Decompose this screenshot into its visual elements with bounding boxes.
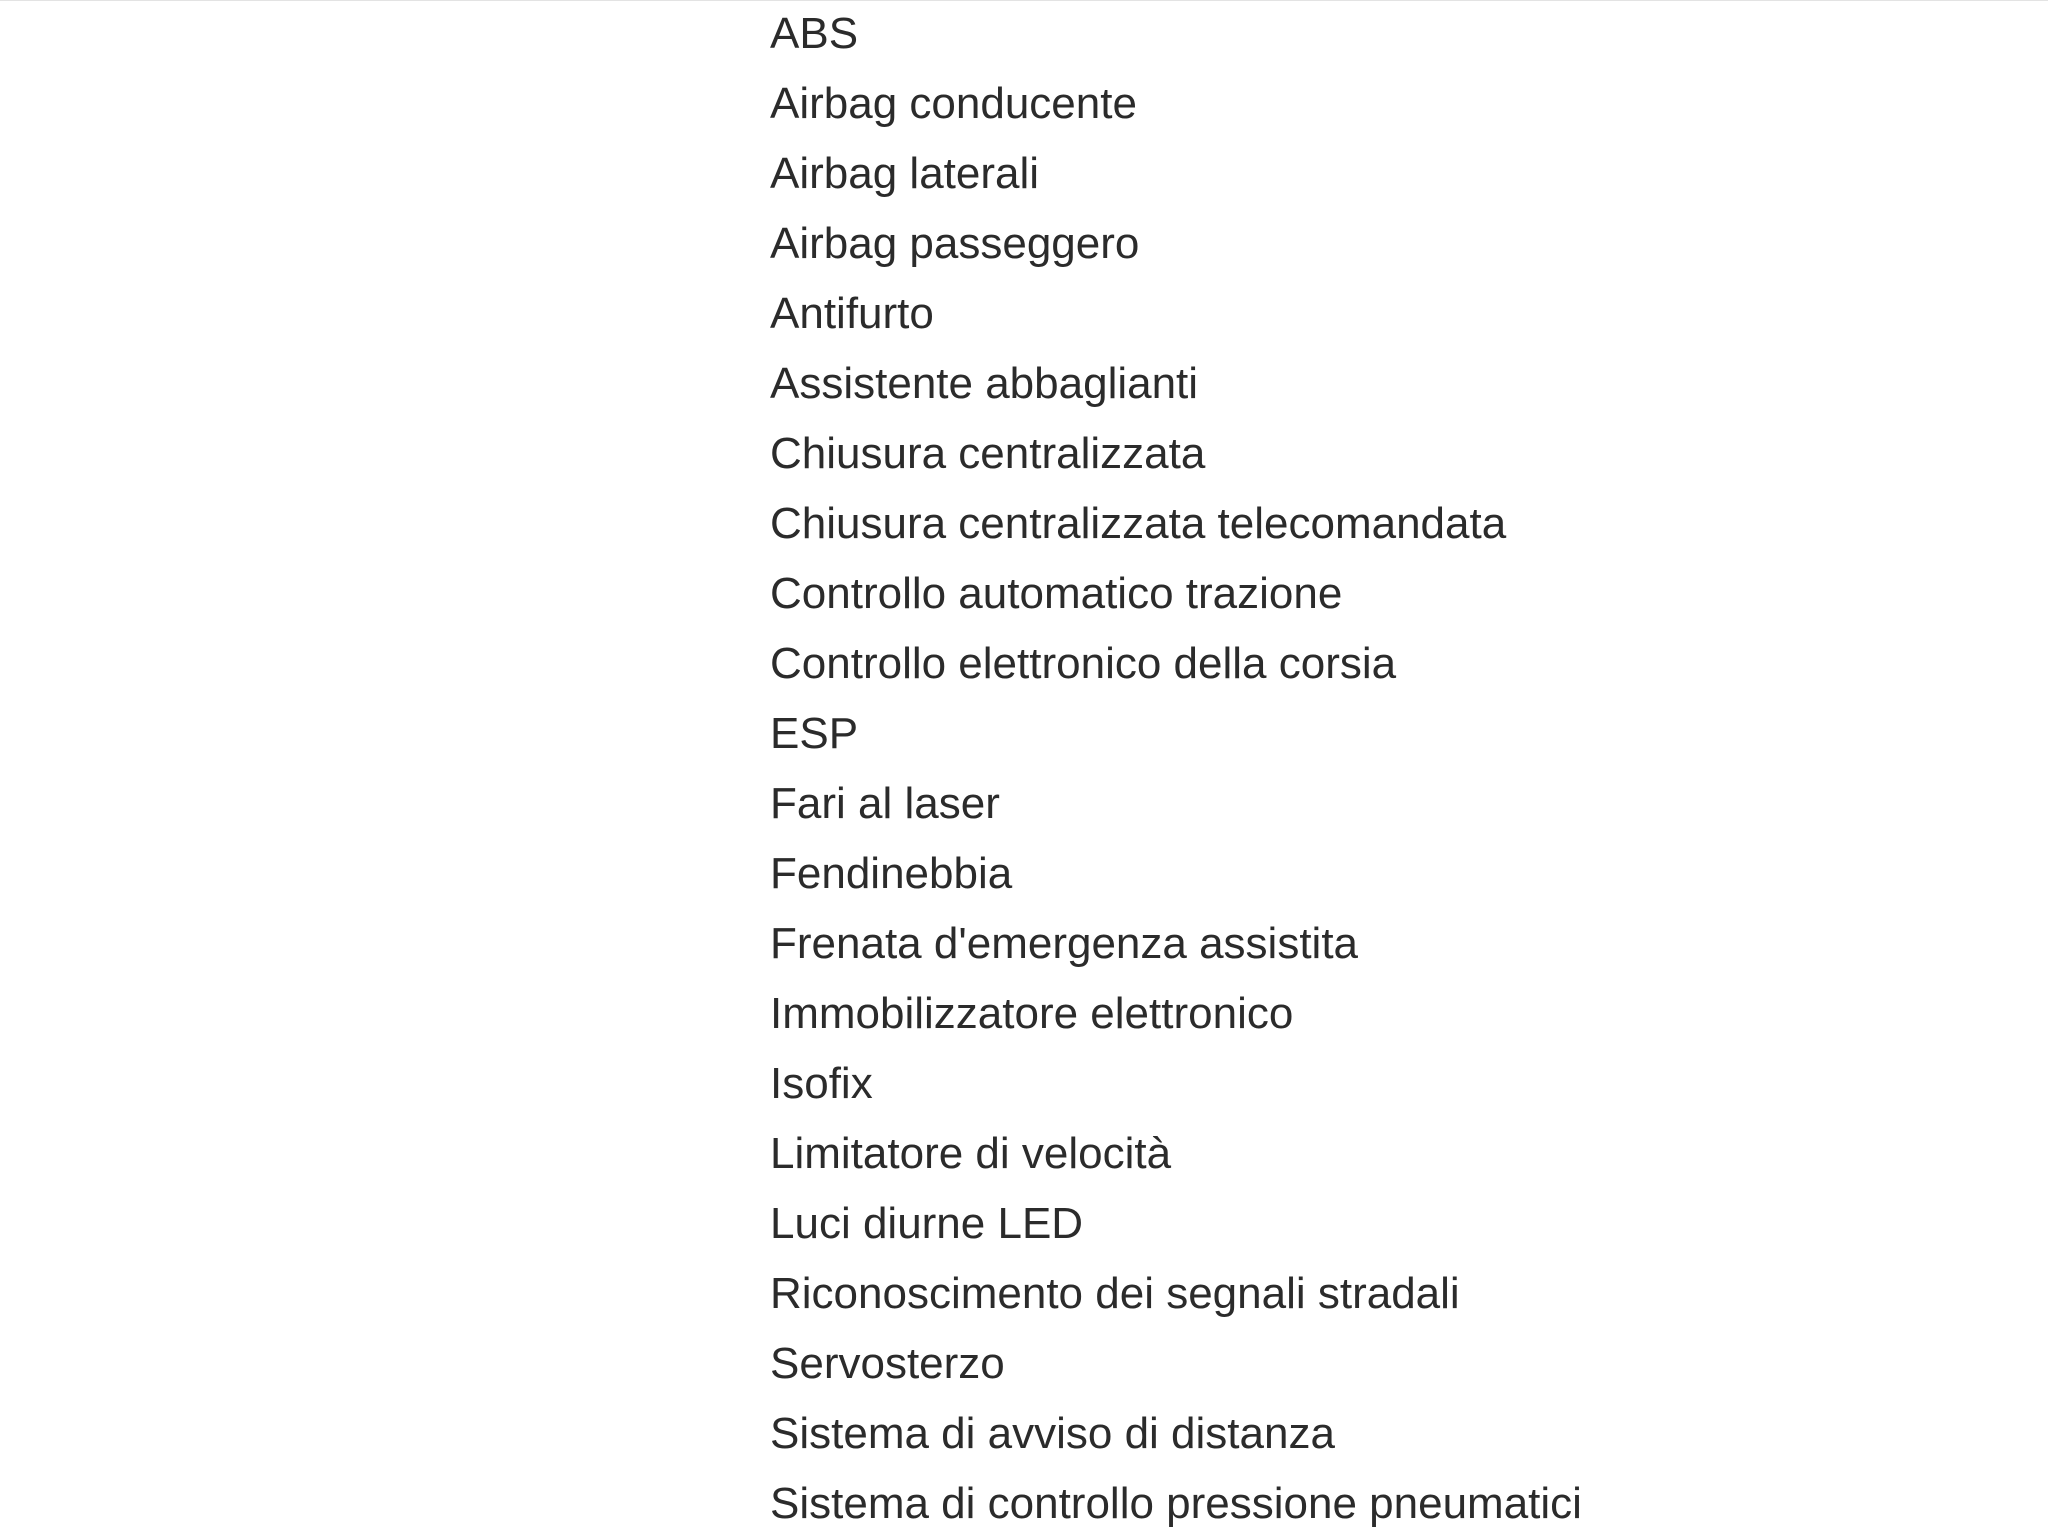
feature-item-riconoscimento-segnali-stradali: Riconoscimento dei segnali stradali	[770, 1269, 1460, 1318]
feature-item-airbag-laterali: Airbag laterali	[770, 149, 1040, 198]
feature-item-chiusura-centralizzata: Chiusura centralizzata	[770, 429, 1206, 478]
feature-item-esp: ESP	[770, 709, 859, 758]
feature-item-fendinebbia: Fendinebbia	[770, 849, 1013, 898]
feature-item-servosterzo: Servosterzo	[770, 1339, 1005, 1388]
feature-item-immobilizzatore-elettronico: Immobilizzatore elettronico	[770, 989, 1294, 1038]
feature-item-abs: ABS	[770, 9, 859, 58]
feature-item-isofix: Isofix	[770, 1059, 873, 1108]
feature-list	[770, 6, 1970, 1536]
feature-item-controllo-automatico-trazione: Controllo automatico trazione	[770, 569, 1343, 618]
feature-item-sistema-controllo-pressione-pneumatici: Sistema di controllo pressione pneumatici	[770, 1479, 1582, 1528]
feature-item-controllo-elettronico-corsia: Controllo elettronico della corsia	[770, 639, 1397, 688]
feature-item-limitatore-velocita: Limitatore di velocità	[770, 1129, 1172, 1178]
feature-item-chiusura-centralizzata-telecomandata: Chiusura centralizzata telecomandata	[770, 499, 1507, 548]
feature-item-fari-al-laser: Fari al laser	[770, 779, 1000, 828]
feature-item-antifurto: Antifurto	[770, 289, 934, 338]
feature-item-airbag-passeggero: Airbag passeggero	[770, 219, 1140, 268]
feature-item-luci-diurne-led: Luci diurne LED	[770, 1199, 1084, 1248]
feature-item-airbag-conducente: Airbag conducente	[770, 79, 1137, 128]
feature-item-assistente-abbaglianti: Assistente abbaglianti	[770, 359, 1199, 408]
feature-item-sistema-avviso-distanza: Sistema di avviso di distanza	[770, 1409, 1335, 1458]
feature-item-frenata-emergenza-assistita: Frenata d'emergenza assistita	[770, 919, 1359, 968]
